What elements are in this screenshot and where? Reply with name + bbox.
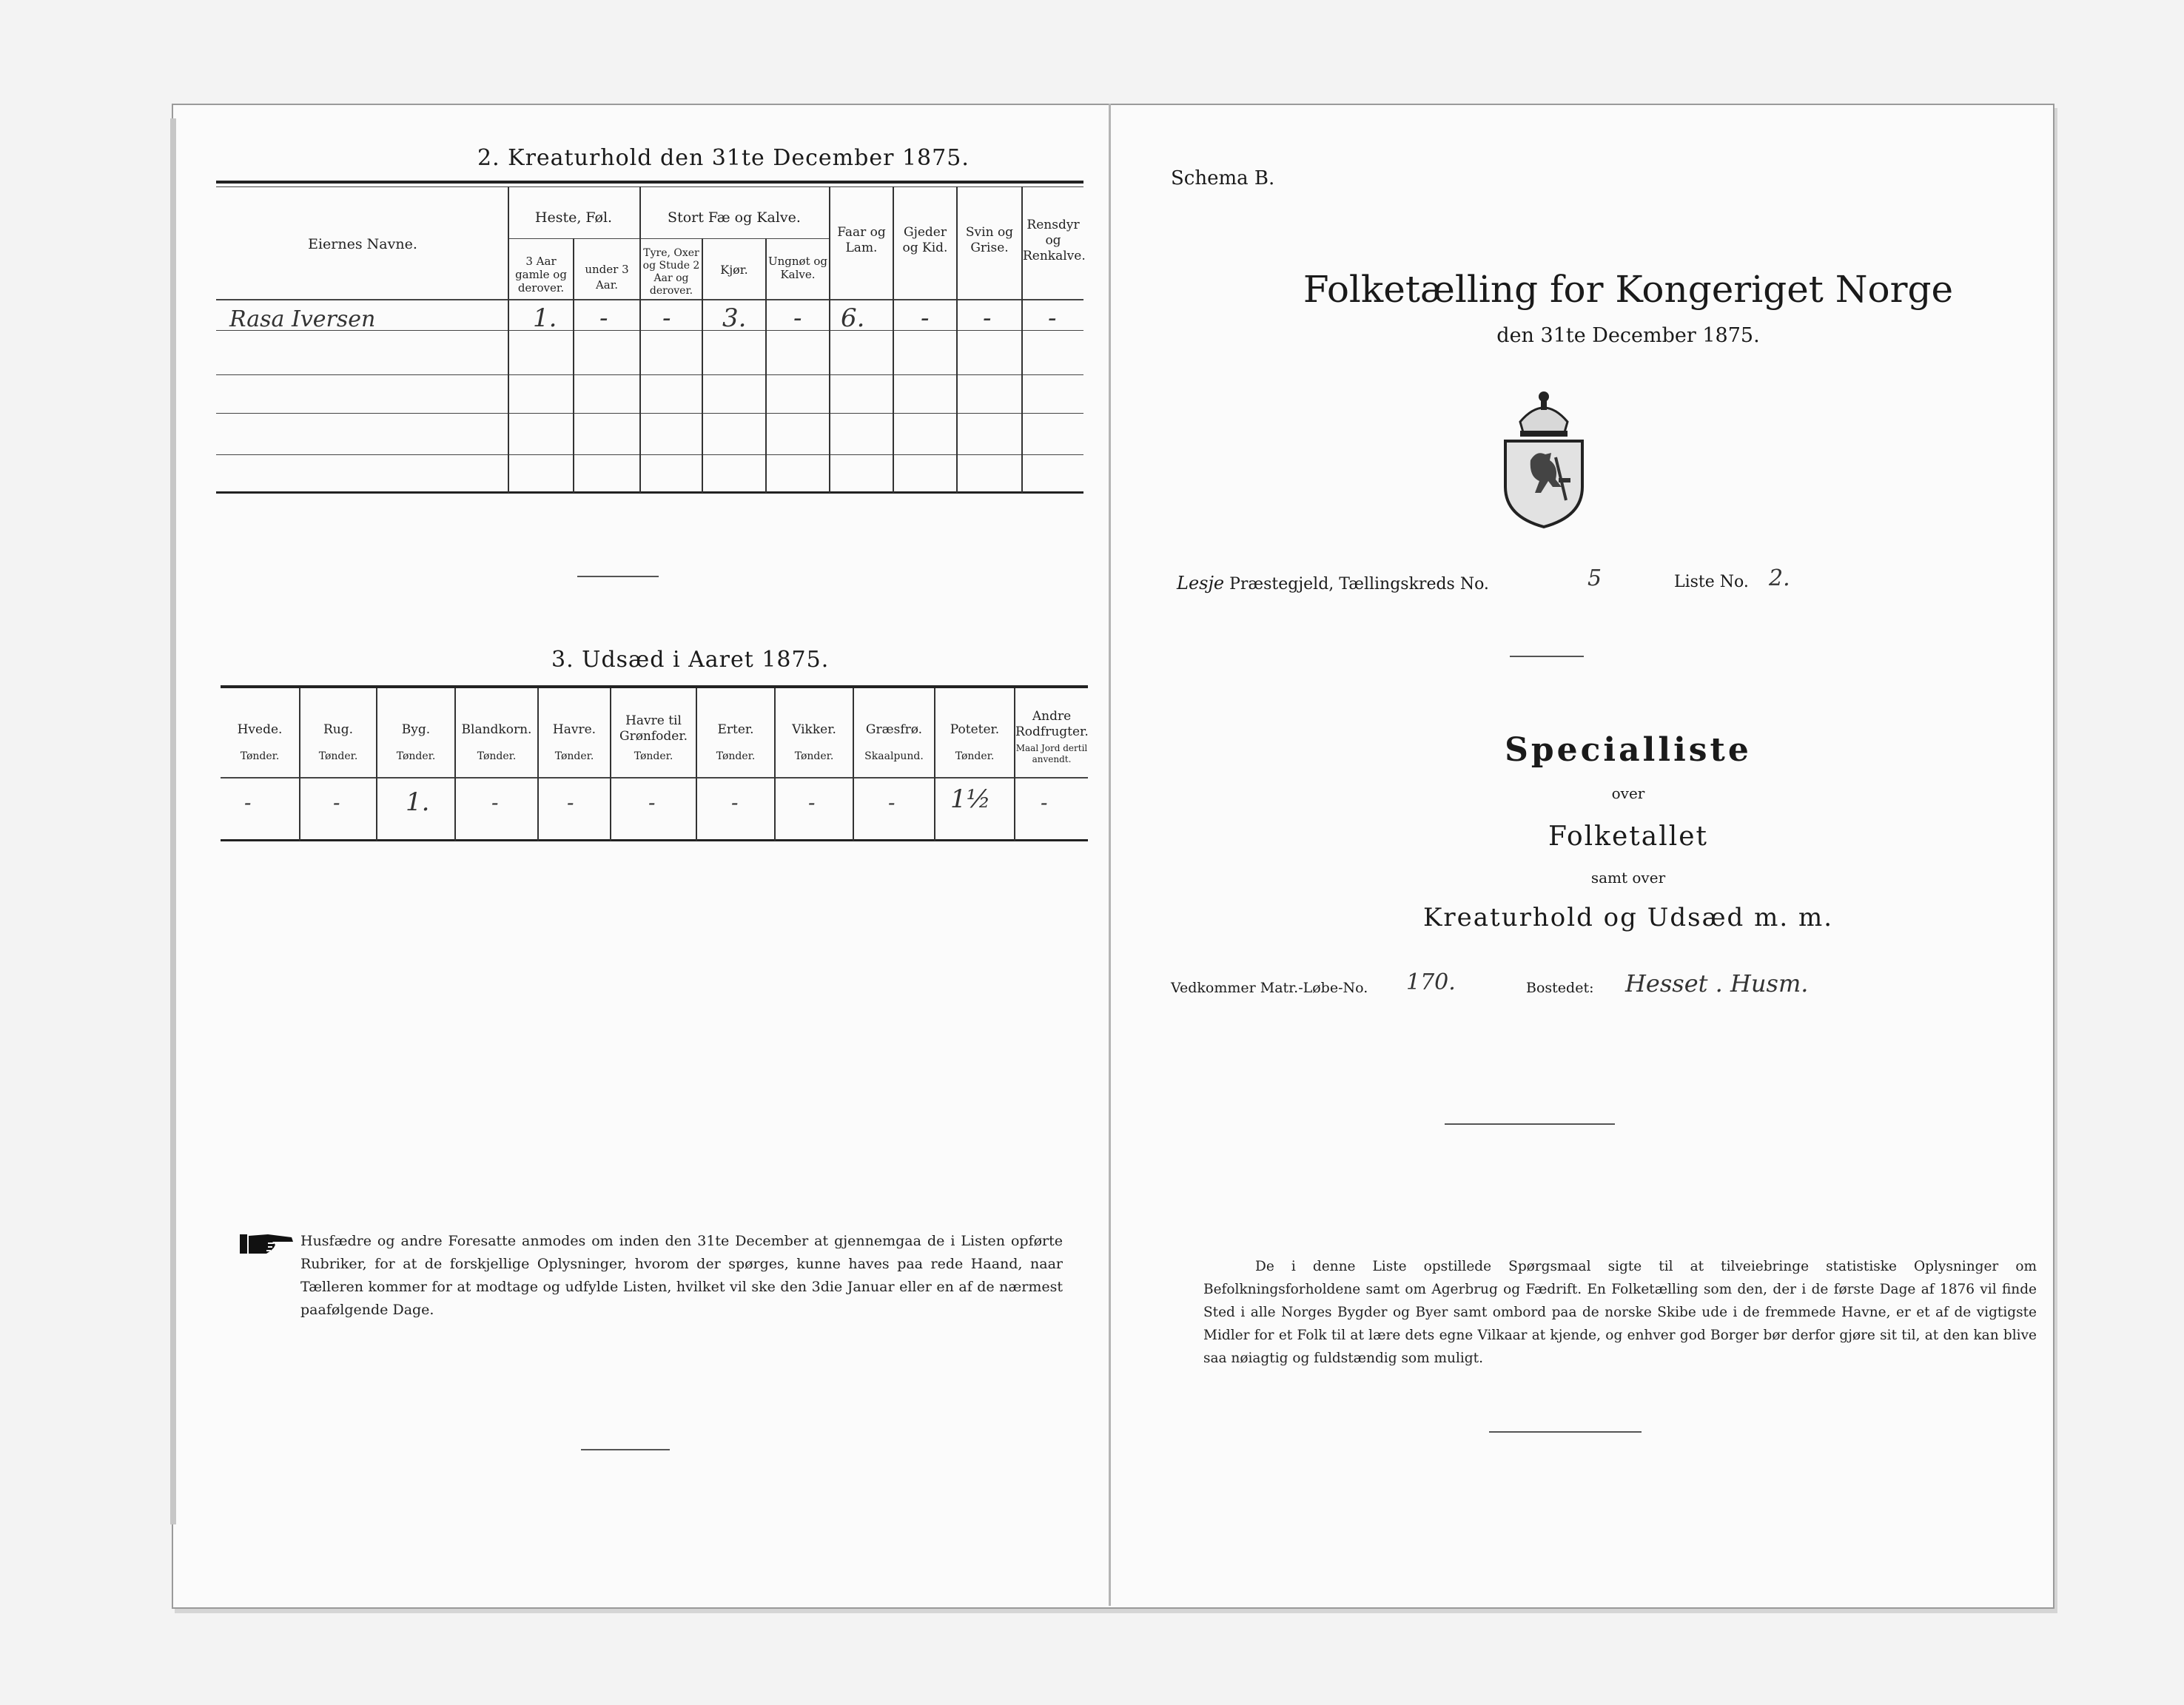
divider xyxy=(1445,1123,1615,1125)
heste-3aar-value: 1. xyxy=(533,303,557,333)
erter-unit: Tønder. xyxy=(716,750,756,762)
rug-unit: Tønder. xyxy=(318,750,358,762)
schema-label: Schema B. xyxy=(1171,167,1275,189)
divider xyxy=(577,576,659,577)
liste-label: Liste No. xyxy=(1674,573,1749,591)
havre-value: - xyxy=(567,790,574,815)
erter-value: - xyxy=(731,790,739,815)
tyre-value: - xyxy=(662,303,671,333)
kreds-number: 5 xyxy=(1587,565,1602,591)
poteter-unit: Tønder. xyxy=(955,750,995,762)
graesfro-unit: Skaalpund. xyxy=(864,750,924,762)
graesfro-header: Græsfrø. xyxy=(865,722,923,737)
byg-value: 1. xyxy=(406,787,430,817)
havre-header: Havre. xyxy=(552,722,597,737)
folketallet-title: Folketallet xyxy=(1548,821,1709,852)
heste-3aar-header: 3 Aar gamle og derover. xyxy=(515,255,567,295)
page-edge xyxy=(170,118,176,1524)
erter-header: Erter. xyxy=(717,722,754,737)
samt-over-text: samt over xyxy=(1590,869,1666,887)
rensdyr-value: - xyxy=(1048,303,1057,333)
andre-value: - xyxy=(1041,790,1048,815)
vikker-unit: Tønder. xyxy=(794,750,834,762)
havre-gron-unit: Tønder. xyxy=(634,750,673,762)
poteter-header: Poteter. xyxy=(950,722,1000,737)
faar-value: 6. xyxy=(841,303,865,333)
over-text: over xyxy=(1611,784,1645,802)
owner-name: Rasa Iversen xyxy=(229,306,376,332)
specialliste-title: Specialliste xyxy=(1505,731,1752,769)
andre-header: Andre Rodfrugter. xyxy=(1015,709,1089,739)
matr-label: Vedkommer Matr.-Løbe-No. xyxy=(1171,980,1368,996)
kjor-value: 3. xyxy=(722,303,747,333)
rensdyr-header: Rensdyr og Renkalve. xyxy=(1023,218,1086,263)
divider xyxy=(1489,1431,1642,1433)
census-date: den 31te December 1875. xyxy=(1496,324,1760,347)
stort-fae-header: Stort Fæ og Kalve. xyxy=(668,209,801,226)
svin-value: - xyxy=(983,303,992,333)
vikker-header: Vikker. xyxy=(792,722,836,737)
blandkorn-value: - xyxy=(491,790,499,815)
section2-title: 2. Kreaturhold den 31te December 1875. xyxy=(477,145,970,171)
prestegjeld-name: Lesje xyxy=(1177,573,1225,593)
havre-gron-value: - xyxy=(648,790,656,815)
coat-of-arms-icon xyxy=(1498,389,1590,530)
ungnot-value: - xyxy=(793,303,802,333)
kreds-label: Tællingskreds No. xyxy=(1339,575,1489,593)
hvede-unit: Tønder. xyxy=(240,750,280,762)
havre-unit: Tønder. xyxy=(554,750,594,762)
divider xyxy=(1510,656,1584,657)
rug-value: - xyxy=(333,790,340,815)
matr-number: 170. xyxy=(1406,969,1456,995)
liste-number: 2. xyxy=(1769,565,1790,591)
census-explanation: De i denne Liste opstillede Spørgsmaal sigte til at tilveiebringe statistiske Oplysninger om Befolkningsforholdene samt om Agerbrug og Fædrift. En Folketælling som den, der i de første Dage af 1876 vil finde Sted i alle Norges Bygder og Byer samt ombord paa de norske Skibe ude i de fremmede Havne, er et af de vigtigste Midler for et Folk til at lære dets egne Vilkaar at kjende, og enhver god Borger bør derfor gjøre sit til, at den kan blive saa nøiagtig og fuldstændig som muligt. xyxy=(1203,1259,2037,1366)
faar-header: Faar og Lam. xyxy=(837,225,886,255)
blandkorn-header: Blandkorn. xyxy=(461,722,532,737)
instruction-notice: Husfædre og andre Foresatte anmodes om inden den 31te December at gjennemgaa de i Listen opførte Rubriker, for at de forskjellige Oplysninger, hvorom der spørges, kunne haves paa rede Haand, naar Tælleren kommer for at modtage og udfylde Listen, hvilket vil ske den 3die Januar eller en af de nærmest paafølgende Dage. xyxy=(300,1233,1063,1318)
pointing-hand-icon xyxy=(238,1228,296,1258)
heste-header: Heste, Føl. xyxy=(534,209,613,226)
blandkorn-unit: Tønder. xyxy=(477,750,517,762)
ungnot-header: Ungnøt og Kalve. xyxy=(767,255,828,281)
page-fold xyxy=(1109,104,1111,1606)
bosted-label: Bostedet: xyxy=(1526,980,1594,996)
district-line xyxy=(1177,573,1489,593)
heste-under-value: - xyxy=(599,303,608,333)
rug-header: Rug. xyxy=(323,722,354,737)
gjeder-header: Gjeder og Kid. xyxy=(902,225,948,255)
heste-under-header: under 3 Aar. xyxy=(585,263,629,292)
poteter-value: 1½ xyxy=(950,784,991,814)
kreaturhold-title: Kreaturhold og Udsæd m. m. xyxy=(1422,903,1833,932)
hvede-header: Hvede. xyxy=(237,722,283,737)
graesfro-value: - xyxy=(888,790,896,815)
bosted-name: Hesset . Husm. xyxy=(1625,969,1809,998)
vikker-value: - xyxy=(808,790,816,815)
andre-unit: Maal Jord dertil anvendt. xyxy=(1015,743,1088,764)
divider xyxy=(581,1449,670,1450)
svin-header: Svin og Grise. xyxy=(965,225,1014,255)
census-title: Folketælling for Kongeriget Norge xyxy=(1303,268,1954,311)
byg-header: Byg. xyxy=(401,722,431,737)
byg-unit: Tønder. xyxy=(396,750,436,762)
havre-gron-header: Havre til Grønfoder. xyxy=(619,713,688,744)
section3-title: 3. Udsæd i Aaret 1875. xyxy=(551,647,830,673)
owner-header: Eiernes Navne. xyxy=(308,236,417,252)
prestegjeld-label: Præstegjeld, xyxy=(1229,575,1334,593)
tyre-header: Tyre, Oxer og Stude 2 Aar og derover. xyxy=(642,247,700,297)
hvede-value: - xyxy=(244,790,252,815)
kjor-header: Kjør. xyxy=(720,263,748,277)
gjeder-value: - xyxy=(921,303,930,333)
